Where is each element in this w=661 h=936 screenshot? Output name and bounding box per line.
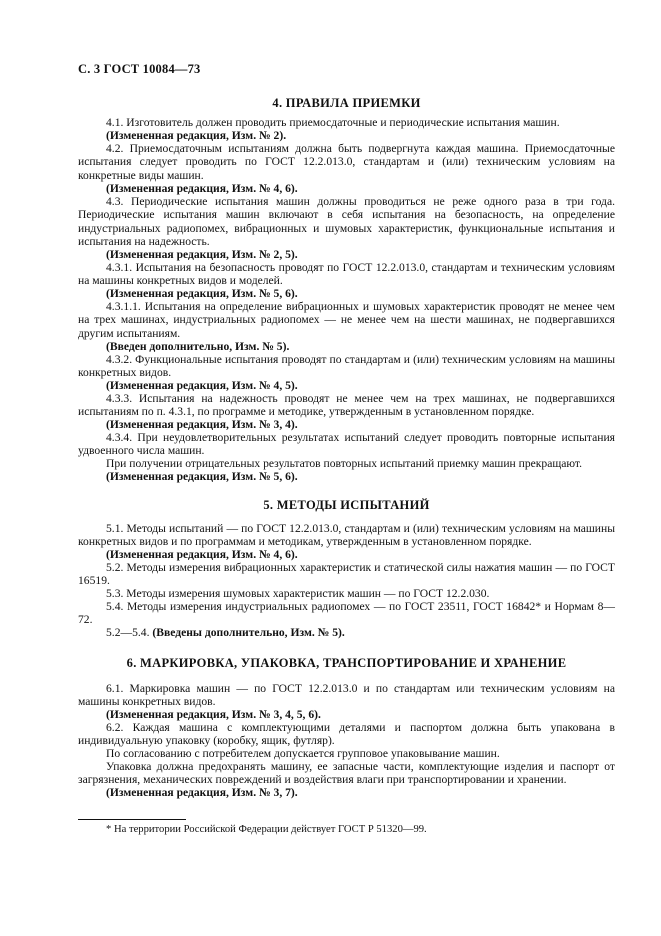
footnote-divider (78, 819, 186, 820)
note-6-2: (Измененная редакция, Изм. № 3, 7). (106, 786, 298, 799)
clause-4-3-2: 4.3.2. Функциональные испытания проводят по стандартам и (или) техническим условиям на машины конкретных видов. (78, 353, 615, 380)
clause-5-3: 5.3. Методы измерения шумовых характеристик машин — по ГОСТ 12.2.030. (106, 587, 490, 600)
clause-4-1: 4.1. Изготовитель должен проводить приемосдаточные и периодические испытания машин. (106, 116, 560, 129)
note-4-1: (Измененная редакция, Изм. № 2). (106, 129, 287, 142)
clause-6-2: 6.2. Каждая машина с комплектующими деталями и паспортом должна быть упакована в индивидуальную упаковку (коробку, ящик, футляр). (78, 721, 615, 748)
clause-6-1: 6.1. Маркировка машин — по ГОСТ 12.2.013.0 и по стандартам или техническим условиям на машины конкретных видов. (78, 682, 615, 709)
section-4-title: 4. ПРАВИЛА ПРИЕМКИ (272, 96, 421, 110)
clause-5-2-5-4 (78, 626, 615, 639)
clause-5-4: 5.4. Методы измерения индустриальных радиопомех — по ГОСТ 23511, ГОСТ 16842* и Нормам 8—72. (78, 600, 615, 627)
note-5-1: (Измененная редакция, Изм. № 4, 6). (106, 548, 298, 561)
clause-6-2-group: По согласованию с потребителем допускается групповое упаковывание машин. (106, 747, 500, 760)
section-6-title: 6. МАРКИРОВКА, УПАКОВКА, ТРАНСПОРТИРОВАНИЕ И ХРАНЕНИЕ (126, 656, 567, 670)
section-5-title: 5. МЕТОДЫ ИСПЫТАНИЙ (263, 498, 430, 512)
clause-4-3-3: 4.3.3. Испытания на надежность проводят не менее чем на трех машинах, не подвергавшихся испытаниям по п. 4.3.1, по программе и методике, утвержденным в установленном порядке. (78, 392, 615, 419)
clause-4-3-4: 4.3.4. При неудовлетворительных результатах испытаний следует проводить повторные испытания удвоенного числа машин. (78, 431, 615, 458)
clause-4-3-1-1: 4.3.1.1. Испытания на определение вибрационных и шумовых характеристик проводят не менее чем на трех машинах, индустриальных радиопомех — не менее чем на шести машинах, не подвергавшихся другим испытаниям. (78, 300, 615, 340)
clause-5-2-5-4-number: 5.2—5.4. (106, 626, 150, 639)
note-5-2-5-4: (Введены дополнительно, Изм. № 5). (152, 626, 345, 639)
clause-4-3-1: 4.3.1. Испытания на безопасность проводят по ГОСТ 12.2.013.0, стандартам и техническим условиям на машины конкретных видов и моделей. (78, 261, 615, 288)
clause-4-3: 4.3. Периодические испытания машин должны проводиться не реже одного раза в три года. Периодические испытания машин включают в себя испытания на безопасность, на определение индустриальных радиопомех, вибрационных и шумовых характеристик, функциональные испытания и испытания на надежность. (78, 195, 615, 249)
clause-6-2-packaging: Упаковка должна предохранять машину, ее запасные части, комплектующие изделия и паспорт от загрязнения, механических повреждений и воздействия влаги при транспортировании и хранении. (78, 760, 615, 787)
note-4-3-4: (Измененная редакция, Изм. № 5, 6). (106, 470, 298, 483)
clause-4-3-4-continued: При получении отрицательных результатов повторных испытаний приемку машин прекращают. (106, 457, 583, 470)
note-6-1: (Измененная редакция, Изм. № 3, 4, 5, 6). (106, 708, 321, 721)
note-4-3: (Измененная редакция, Изм. № 2, 5). (106, 248, 298, 261)
clause-5-1: 5.1. Методы испытаний — по ГОСТ 12.2.013.0, стандартам и (или) техническим условиям на машины конкретных видов и по программам и методикам, утвержденным в установленном порядке. (78, 522, 615, 549)
page-header: С. 3 ГОСТ 10084—73 (78, 62, 201, 76)
note-4-3-3: (Измененная редакция, Изм. № 3, 4). (106, 418, 298, 431)
note-4-2: (Измененная редакция, Изм. № 4, 6). (106, 182, 298, 195)
note-4-3-1-1: (Введен дополнительно, Изм. № 5). (106, 340, 290, 353)
clause-5-2: 5.2. Методы измерения вибрационных характеристик и статической силы нажатия машин — по ГОСТ 16519. (78, 561, 615, 588)
clause-4-2: 4.2. Приемосдаточным испытаниям должна быть подвергнута каждая машина. Приемосдаточные испытания следует проводить по ГОСТ 12.2.013.0, стандартам и (или) техническим условиям на конкретные виды машин. (78, 142, 615, 182)
note-4-3-2: (Измененная редакция, Изм. № 4, 5). (106, 379, 298, 392)
note-4-3-1: (Измененная редакция, Изм. № 5, 6). (106, 287, 298, 300)
footnote: * На территории Российской Федерации действует ГОСТ Р 51320—99. (106, 824, 427, 835)
